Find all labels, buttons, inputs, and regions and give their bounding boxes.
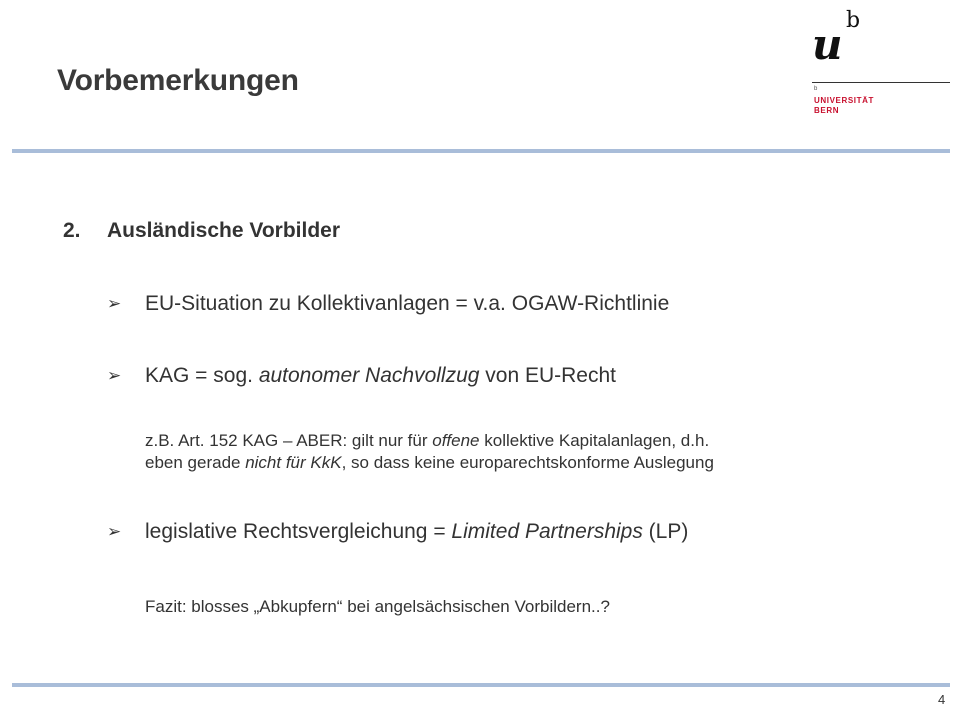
- bullet-kag-text-before: KAG = sog.: [145, 364, 259, 387]
- sub-note-line2-italic: nicht für KkK: [245, 453, 342, 472]
- sub-note-example: [145, 430, 714, 474]
- sub-note-line2-after: , so dass keine europarechtskonforme Auslegung: [341, 453, 714, 472]
- sub-note-conclusion: Fazit: blosses „Abkupfern“ bei angelsächsischen Vorbildern..?: [145, 597, 610, 616]
- slide-title: Vorbemerkungen: [57, 64, 299, 97]
- bullet-eu-situation-text: EU-Situation zu Kollektivanlagen = v.a. OGAW-Richtlinie: [145, 292, 670, 315]
- sub-note-line2: [145, 452, 714, 474]
- bullet-comparative-law-italic: Limited Partnerships: [451, 520, 643, 543]
- arrow-bullet-icon: ➢: [107, 366, 122, 385]
- bullet-kag-text-after: von EU-Recht: [479, 364, 616, 387]
- bullet-comparative-law: [107, 520, 688, 544]
- bullet-comparative-law-before: legislative Rechtsvergleichung =: [145, 520, 452, 543]
- header-divider: [12, 149, 950, 153]
- sub-note-line1: [145, 430, 714, 452]
- bullet-eu-situation: [107, 292, 669, 316]
- footer-divider: [12, 683, 950, 687]
- logo-text: [814, 96, 874, 116]
- university-logo: [812, 10, 952, 120]
- logo-text-line1: UNIVERSITÄT: [814, 96, 874, 105]
- logo-mark-b: b: [846, 8, 861, 33]
- logo-mark-u: u: [812, 20, 843, 69]
- bullet-kag: [107, 364, 616, 388]
- section-heading-text: Ausländische Vorbilder: [107, 219, 340, 242]
- logo-divider: [812, 82, 950, 83]
- sub-note-line1-italic: offene: [432, 431, 480, 450]
- sub-note-line1-before: z.B. Art. 152 KAG – ABER: gilt nur für: [145, 431, 433, 450]
- arrow-bullet-icon: ➢: [107, 294, 122, 313]
- logo-small-b: b: [814, 86, 818, 92]
- bullet-comparative-law-after: (LP): [642, 520, 689, 543]
- sub-note-line2-before: eben gerade: [145, 453, 246, 472]
- section-heading: [63, 219, 340, 243]
- logo-text-line2: BERN: [814, 106, 840, 115]
- bullet-kag-text-italic: autonomer Nachvollzug: [258, 364, 480, 387]
- section-number: 2.: [63, 219, 81, 242]
- arrow-bullet-icon: ➢: [107, 522, 122, 541]
- sub-note-line1-after: kollektive Kapitalanlagen, d.h.: [479, 431, 710, 450]
- page-number: 4: [938, 692, 946, 707]
